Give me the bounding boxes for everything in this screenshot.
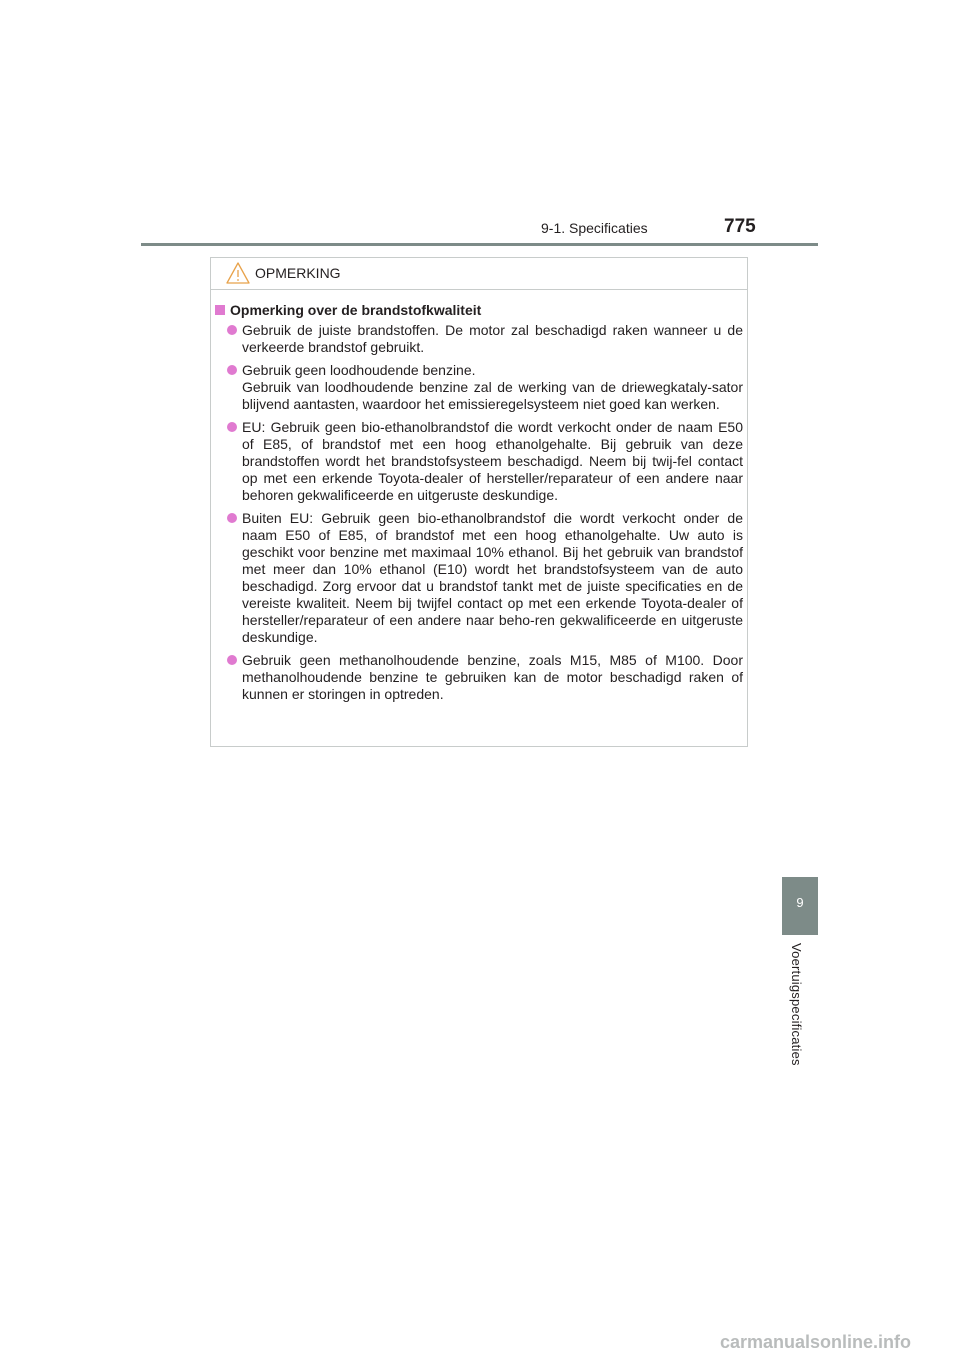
list-item-text: Gebruik geen loodhoudende benzine. Gebruik van loodhoudende benzine zal de werking van de driewegkataly-sator blijvend aantasten, waardoor het emissieregelsysteem niet goed kan werken. (242, 362, 743, 412)
notice-box (210, 257, 748, 747)
bullet-dot-icon (227, 513, 237, 523)
bullet-dot-icon (227, 422, 237, 432)
bullet-dot-icon (227, 325, 237, 335)
section-title-text: Opmerking over de brandstofkwaliteit (230, 302, 482, 318)
list-item-text: EU: Gebruik geen bio-ethanolbrandstof die wordt verkocht onder de naam E50 of E85, of brandstof met een hoog ethanolgehalte. Bij gebruik van deze brandstoffen wordt het brandstofsysteem beschadigd. Neem bij twij-fel contact op met een erkende Toyota-dealer of hersteller/reparateur of een andere naar behoren gekwalificeerde en uitgeruste deskundige. (242, 419, 743, 503)
bullet-dot-icon (227, 655, 237, 665)
header-section-title: 9-1. Specificaties (541, 220, 648, 236)
chapter-tab (782, 877, 818, 935)
chapter-number: 9 (796, 895, 804, 910)
list-item-text: Buiten EU: Gebruik geen bio-ethanolbrandstof die wordt verkocht onder de naam E50 of E85, of brandstof met een hoog ethanolgehalte. Uw auto is geschikt voor benzine met maximaal 10% ethanol. Bij het gebruik van brandstof met meer dan 10% ethanol (E10) wordt het brandstofsysteem van de auto beschadigd. Zorg ervoor dat u brandstof tankt met de juiste specificaties en de vereiste kwaliteit. Neem bij twijfel contact op met een erkende Toyota-dealer of hersteller/reparateur of een andere naar beho-ren gekwalificeerde en uitgeruste deskundige. (242, 510, 743, 645)
square-bullet-icon (215, 305, 225, 315)
chapter-label: Voertuigspecificaties (789, 943, 804, 1066)
page-number: 775 (724, 216, 756, 237)
list-item (227, 419, 743, 504)
section-title (215, 302, 481, 318)
notice-header (211, 258, 747, 290)
list-item (227, 322, 743, 356)
list-item-text: Gebruik de juiste brandstoffen. De motor zal beschadigd raken wanneer u de verkeerde brandstof gebruikt. (242, 322, 743, 355)
bullet-dot-icon (227, 365, 237, 375)
list-item (227, 652, 743, 703)
notice-label: OPMERKING (255, 265, 341, 281)
list-item (227, 510, 743, 646)
notice-items (227, 322, 743, 709)
list-item-text: Gebruik geen methanolhoudende benzine, zoals M15, M85 of M100. Door methanolhoudende benzine te gebruiken kan de motor beschadigd raken of kunnen er storingen in optreden. (242, 652, 743, 702)
header-rule (141, 243, 818, 246)
list-item (227, 362, 743, 413)
watermark: carmanualsonline.info (720, 1332, 912, 1352)
warning-triangle-icon (225, 261, 251, 285)
